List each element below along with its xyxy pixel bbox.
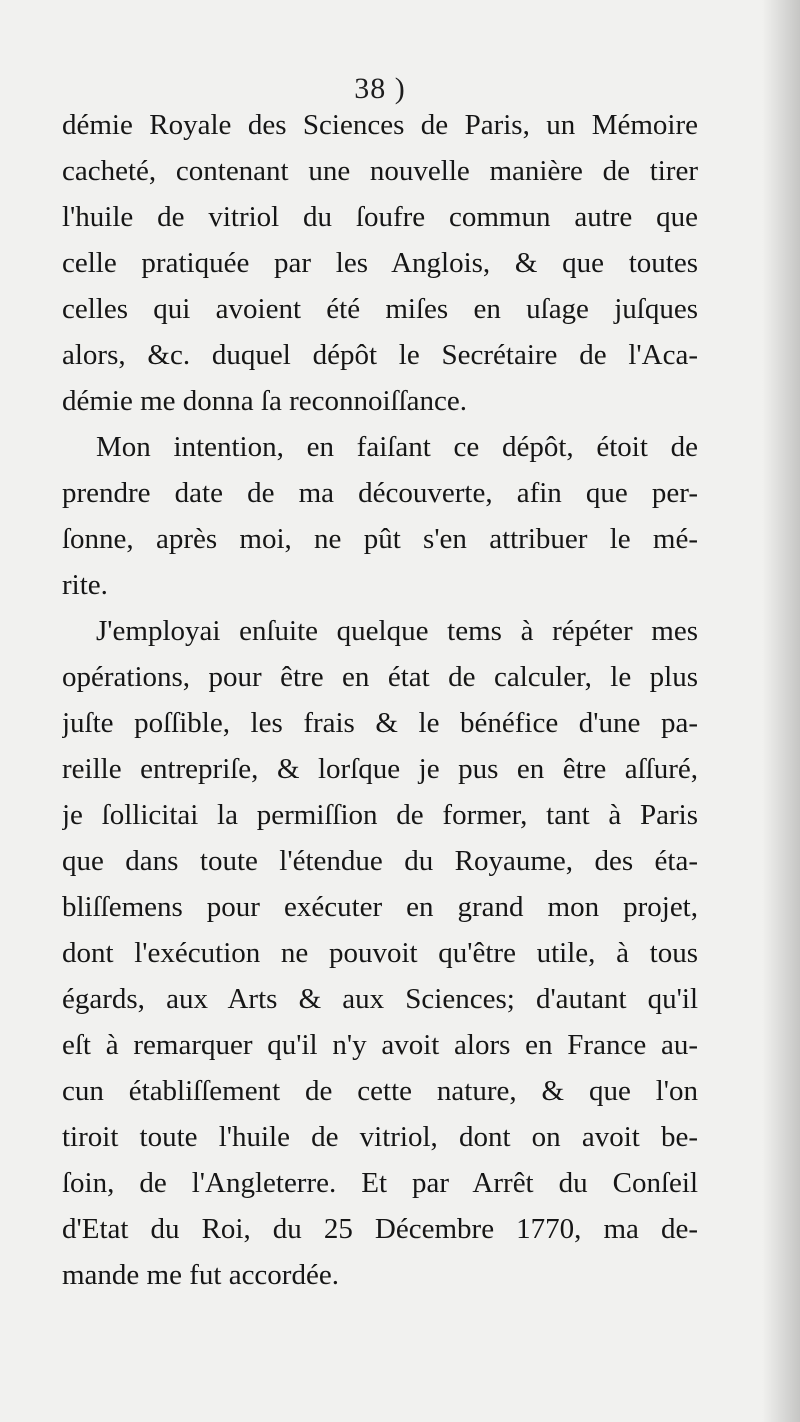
text-line: reille entrepriſe, & lorſque je pus en être aſſuré, (62, 753, 698, 785)
text-line: je ſollicitai la permiſſion de former, tant à Paris (62, 799, 698, 831)
text-line: tiroit toute l'huile de vitriol, dont on avoit be- (62, 1121, 698, 1153)
text-line: celle pratiquée par les Anglois, & que toutes (62, 247, 698, 279)
text-line: ſonne, après moi, ne pût s'en attribuer le mé- (62, 523, 698, 555)
text-line: d'Etat du Roi, du 25 Décembre 1770, ma de- (62, 1213, 698, 1245)
text-line: eſt à remarquer qu'il n'y avoit alors en France au- (62, 1029, 698, 1061)
text-line: celles qui avoient été miſes en uſage juſques (62, 293, 698, 325)
text-line: mande me fut accordée. (62, 1259, 339, 1291)
text-line: prendre date de ma découverte, afin que per- (62, 477, 698, 509)
text-line: démie Royale des Sciences de Paris, un Mémoire (62, 109, 698, 141)
body-text (62, 102, 698, 1298)
text-line: cun établiſſement de cette nature, & que l'on (62, 1075, 698, 1107)
text-line: égards, aux Arts & aux Sciences; d'autant qu'il (62, 983, 698, 1015)
text-line: alors, &c. duquel dépôt le Secrétaire de l'Aca- (62, 339, 698, 371)
page-number: 38 ) (354, 72, 406, 105)
text-line: juſte poſſible, les frais & le bénéfice d'une pa- (62, 707, 698, 739)
paragraph-2 (62, 424, 698, 608)
text-line: J'employai enſuite quelque tems à répéter mes (96, 615, 698, 647)
text-line: rite. (62, 569, 108, 601)
text-line: l'huile de vitriol du ſoufre commun autre que (62, 201, 698, 233)
text-line: démie me donna ſa reconnoiſſance. (62, 385, 468, 417)
text-line: Mon intention, en faiſant ce dépôt, étoit de (96, 431, 698, 463)
text-line: ſoin, de l'Angleterre. Et par Arrêt du Conſeil (62, 1167, 698, 1199)
text-line: opérations, pour être en état de calculer, le plus (62, 661, 698, 693)
text-line: bliſſemens pour exécuter en grand mon projet, (62, 891, 698, 923)
paragraph-1 (62, 102, 698, 424)
text-line: cacheté, contenant une nouvelle manière de tirer (62, 155, 698, 187)
text-line: dont l'exécution ne pouvoit qu'être utile, à tous (62, 937, 698, 969)
paragraph-3 (62, 608, 698, 1298)
text-line: que dans toute l'étendue du Royaume, des éta- (62, 845, 698, 877)
